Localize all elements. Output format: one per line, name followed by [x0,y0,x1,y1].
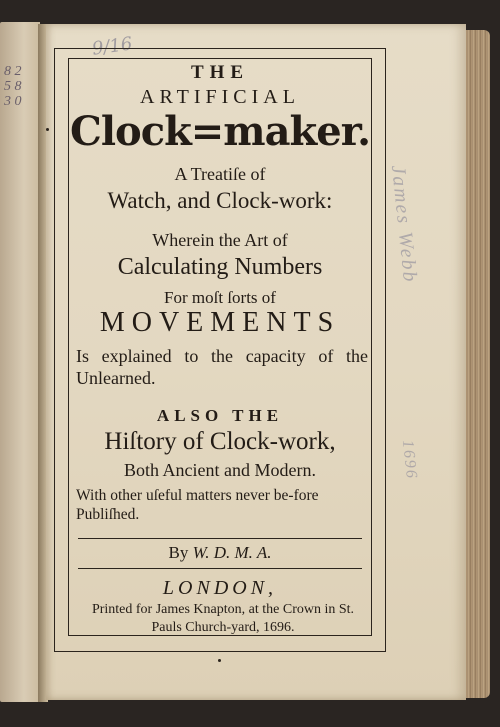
title-line-watch: Watch, and Clock-work: [107,188,333,213]
imprint-line: Printed for James Knapton, at the Crown in St. Pauls Church-yard, 1696. [91,602,355,635]
pencil-note-margin-2: 1696 [398,439,421,481]
page-dot [218,659,221,662]
title-line-both: Both Ancient and Modern. [124,460,316,480]
title-line-wherein: Wherein the Art of [152,230,288,250]
imprint-place: LONDON, [162,577,278,599]
rule-below-author [78,568,362,569]
rule-above-author [78,538,362,539]
title-line-also: ALSO THE [156,406,284,425]
title-line-with: With other uſeful matters never be-fore Publiſhed. [76,487,319,523]
pencil-note-margin-1: James Webb [386,164,422,285]
left-page-leaf [0,22,40,702]
margin-dot [46,128,49,131]
author-name: W. D. M. A. [192,543,272,562]
page-edges [462,30,490,698]
pencil-note-top: 9/16 [90,33,134,60]
title-line-calculating: Calculating Numbers [117,254,323,280]
title-line-most: For moſt ſorts of [164,288,276,307]
title-line-movements: MOVEMENTS [99,307,341,338]
author-line [70,543,370,563]
title-line-treatise: A Treatiſe of [174,164,266,184]
title-line-history: Hiſtory of Clock-work, [104,428,336,455]
title-line-artificial: ARTIFICIAL [140,86,300,108]
left-page-pencil-marks: 8 2 5 8 3 0 [4,64,22,109]
author-prefix: By [168,543,189,562]
title-line-clockmaker: Clock=maker. [70,108,371,155]
title-line-the: THE [190,62,250,83]
title-line-explained: Is explained to the capacity of the Unlearned. [76,346,368,388]
